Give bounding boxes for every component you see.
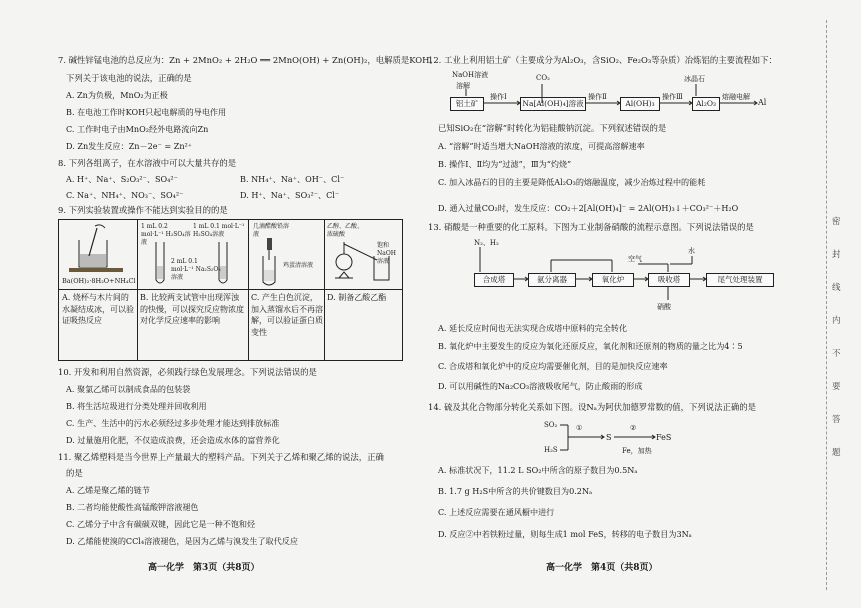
q11-option-d: D. 乙烯能使溴的CCl₄溶液褪色，是因为乙烯与溴发生了取代反应 (66, 536, 298, 546)
flow13-absorber: 吸收塔 (648, 273, 690, 287)
q7-option-c: C. 工作时电子由MnO₂经外电路流向Zn (66, 124, 209, 134)
flow12-co2-label: CO₂ (536, 74, 550, 82)
flow13-tail-gas-unit: 尾气处理装置 (706, 273, 774, 287)
q13-stem: 13. 硝酸是一种重要的化工原料。下图为工业制备硝酸的流程示意图。下列说法错误的是 (428, 222, 754, 232)
q7-option-a: A. Zn为负极，MnO₂为正极 (66, 90, 168, 100)
flow12-op3-label: 操作Ⅲ (662, 93, 683, 101)
q9-image-b-label-2: 1 mL 0.1 mol·L⁻¹ H₂SO₄溶液 (193, 223, 245, 238)
seal-binding-strip (812, 0, 860, 608)
q9-image-c-label-1: 几滴醋酸铅溶液 (253, 223, 290, 238)
q14-option-a: A. 标准状况下，11.2 L SO₂中所含的原子数目为0.5Nₐ (438, 465, 638, 475)
flow12-solution-box: Na[Al(OH)₄]溶液 (520, 97, 586, 111)
q10-option-c: C. 生产、生活中的污水必须经过多步处理才能达到排放标准 (66, 418, 280, 428)
flow13-n2h2-label: N₂、H₂ (474, 239, 499, 247)
q11-option-b: B. 二者均能使酸性高锰酸钾溶液褪色 (66, 502, 199, 512)
flow14-h2s-label: H₂S (544, 446, 558, 454)
flow12-naoh-label: NaOH溶液 (452, 71, 489, 79)
q11-stem: 11. 聚乙烯塑料是当今世界上产量最大的塑料产品。下列关于乙烯和聚乙烯的说法，正确 (58, 452, 384, 462)
q9-experiment-table (58, 219, 403, 361)
seal-char: 内 (832, 316, 841, 326)
q9-image-b-label-1: 1 mL 0.2 mol·L⁻¹ H₂SO₄溶液 (141, 223, 191, 246)
q9-image-a-label: Ba(OH)₂·8H₂O+NH₄Cl (62, 277, 136, 285)
q14-option-b: B. 1.7 g H₂S中所含的共价键数目为0.2Nₐ (438, 486, 593, 496)
left-page-footer: 高一化学 第3页（共8页） (148, 563, 260, 573)
seal-char: 题 (832, 448, 841, 458)
q9-option-d: D. 制备乙酸乙酯 (327, 293, 387, 302)
flow13-oxidizer: 氧化炉 (592, 273, 634, 287)
q13-option-a: A. 延长反应时间也无法实现合成塔中原料的完全转化 (438, 323, 628, 333)
q7-option-d: D. Zn发生反应：Zn－2e⁻ = Zn²⁺ (66, 141, 193, 151)
flow12-op2-label: 操作Ⅱ (588, 93, 607, 101)
esterification-apparatus-icon (59, 220, 402, 289)
q10-stem: 10. 开发和利用自然资源，必须践行绿色发展理念。下列说法错误的是 (58, 367, 317, 377)
q11-stem-cont: 的是 (66, 468, 83, 478)
flow12-aloh3-box: Al(OH)₃ (620, 97, 660, 111)
flow13-water-label: 水 (688, 247, 695, 255)
q12-note: 已知SiO₂在“溶解”时转化为铝硅酸钠沉淀。下列叙述错误的是 (438, 123, 667, 133)
seal-char: 封 (832, 250, 841, 260)
q8-option-a: A. H⁺、Na⁺、S₂O₃²⁻、SO₄²⁻ (66, 174, 178, 184)
q7-stem: 7. 碱性锌锰电池的总反应为：Zn + 2MnO₂ + 2H₂O ══ 2MnO(OH) + Zn(OH)₂，电解质是KOH。 (58, 55, 438, 65)
q7-ask: 下列关于该电池的说法，正确的是 (66, 73, 192, 83)
q10-option-a: A. 聚氯乙烯可以制成食品的包装袋 (66, 384, 191, 394)
flow12-ore-box: 铝土矿 (450, 97, 484, 111)
q12-option-c: C. 加入冰晶石的目的主要是降低Al₂O₃的熔融温度，减少冶炼过程中的能耗 (438, 177, 706, 187)
q9-image-c-label-2: 鸡蛋清溶液 (283, 262, 314, 269)
q13-option-c: C. 合成塔和氧化炉中的反应均需要催化剂，目的是加快反应速率 (438, 361, 668, 371)
right-page-footer: 高一化学 第4页（共8页） (546, 563, 658, 573)
q11-option-a: A. 乙烯是聚乙烯的链节 (66, 485, 150, 495)
q14-stem: 14. 硫及其化合物部分转化关系如下图。设Nₐ为阿伏加德罗常数的值，下列说法正确的是 (428, 402, 757, 412)
seal-char: 要 (832, 382, 841, 392)
q8-stem: 8. 下列各组离子，在水溶液中可以大量共存的是 (58, 158, 237, 168)
q8-option-c: C. Na⁺、NH₄⁺、NO₃⁻、SO₄²⁻ (66, 190, 184, 200)
flow12-al2o3-box: Al₂O₃ (692, 97, 720, 111)
q9-option-a: A. 烧杯与木片间的水凝结成冰，可以验证吸热反应 (62, 293, 134, 325)
q9-stem: 9. 下列实验装置或操作不能达到实验目的的是 (58, 205, 228, 215)
seal-char: 不 (832, 349, 841, 359)
q12-option-b: B. 操作Ⅰ、Ⅱ均为“过滤”，Ⅲ为“灼烧” (438, 159, 572, 169)
flow14-step1-label: ① (576, 424, 583, 432)
q12-stem: 12. 工业上利用铝土矿（主要成分为Al₂O₃，含SiO₂、Fe₂O₃等杂质）冶炼铝的主要流程如下： (428, 55, 777, 65)
seal-dashed-line (826, 20, 827, 590)
q10-option-b: B. 将生活垃圾进行分类处理并回收利用 (66, 401, 207, 411)
flow13-output-label: 硝酸 (657, 303, 671, 311)
q8-option-d: D. H⁺、Na⁺、SO₃²⁻、Cl⁻ (240, 190, 340, 200)
q13-option-b: B. 氧化炉中主要发生的反应为氧化还原反应，氧化剂和还原剂的物质的量之比为4∶5 (438, 341, 743, 351)
flow14-step2-label: ② (630, 424, 637, 432)
q9-image-d-label-2: 饱和NaOH溶液 (377, 242, 396, 265)
q9-option-c: C. 产生白色沉淀，加入蒸馏水后不再溶解，可以验证蛋白质变性 (251, 293, 323, 337)
q12-option-d: D. 通入过量CO₂时，发生反应：CO₂＋2[Al(OH)₄]⁻ = 2Al(OH)₃↓＋CO₃²⁻＋H₂O (438, 203, 739, 213)
flow14-so2-label: SO₂ (544, 421, 558, 429)
right-page (408, 0, 808, 608)
q14-option-d: D. 反应②中若铁粉过量，则每生成1 mol FeS，转移的电子数目为3Nₐ (438, 529, 692, 539)
q13-option-d: D. 可以用碱性的Na₂CO₃溶液吸收尾气，防止酸雨的形成 (438, 381, 643, 391)
flow12-op1-label: 操作Ⅰ (490, 93, 507, 101)
q9-image-b-label-3: 2 mL 0.1 mol·L⁻¹ Na₂S₂O₃溶液 (171, 258, 221, 281)
q8-option-b: B. NH₄⁺、Na⁺、OH⁻、Cl⁻ (240, 174, 345, 184)
q11-option-c: C. 乙烯分子中含有碳碳双键，因此它是一种不饱和烃 (66, 519, 256, 529)
flow12-cryolite-label: 冰晶石 (684, 75, 705, 83)
flow14-fes-label: FeS (656, 433, 672, 442)
q14-option-c: C. 上述反应需要在通风橱中进行 (438, 507, 555, 517)
flow13-synthesis-tower: 合成塔 (474, 273, 514, 287)
seal-char: 答 (832, 415, 841, 425)
flow14-s-label: S (606, 433, 612, 442)
flow12-dissolve-label: 溶解 (456, 82, 470, 90)
q9-image-d-label-1: 乙醇、乙酸、浓硫酸 (327, 223, 364, 238)
seal-char: 线 (832, 283, 841, 293)
flow12-electrolysis-label: 熔融电解 (722, 93, 750, 101)
q10-option-d: D. 过量施用化肥，不仅造成浪费，还会造成水体的富营养化 (66, 435, 280, 445)
flow13-air-label: 空气 (628, 255, 642, 263)
seal-char: 密 (832, 217, 841, 227)
q7-option-b: B. 在电池工作时KOH只起电解质的导电作用 (66, 107, 227, 117)
q12-option-a: A. “溶解”时适当增大NaOH溶液的浓度，可提高溶解速率 (438, 141, 645, 151)
flow13-ammonia-separator: 氨分离器 (528, 273, 576, 287)
q9-option-b: B. 比较两支试管中出现浑浊的快慢，可以探究反应物浓度对化学反应速率的影响 (140, 293, 244, 325)
flow14-fe-label: Fe，加热 (622, 447, 652, 455)
flow12-al-label: Al (758, 98, 767, 107)
